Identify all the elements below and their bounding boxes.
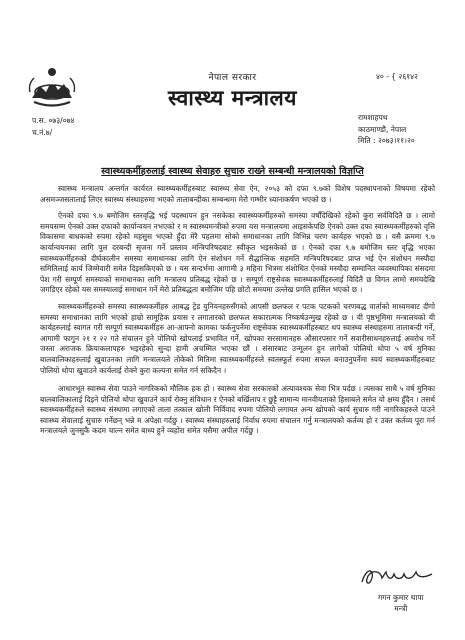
notice-paragraph: स्वास्थ्य मन्त्रालय अन्तर्गत कार्यरत स्वास्थ्यकर्मीहरुबाट स्वास्थ्य सेवा ऐन, २०५३ को दफा ९.७को विशेष पदस्थापनाको विषयमा रहेको असमञ्जसतालाई लिएर स्वास्थ्य संस्थाहरुमा भएको तालाबन्दीका सम्बन्धमा मेरो गम्भीर ध्यानाकर्षण भएको छ ।: [40, 184, 435, 204]
address-line-2: काठमाण्डौ, नेपाल: [358, 124, 407, 134]
notice-paragraph: स्वास्थ्यकर्मीहरुको समस्या स्वास्थ्यकर्मीहरु आबद्ध ट्रेड युनियनहरुसँगको आपसी छलफल र पटक पटकको चरणबद्ध वार्ताको माध्यमबाट दीगो समस्या समाधानका लागि भएको हाम्रो सामूहिक प्रयास र लगातारको छलफल सकारात्मक निष्कर्षउन्मुख रहेको छ । यी पृष्ठभूमिमा मन्त्रालयको यी कार्यहरुलाई स्वागत गरी सम्पूर्ण स्वास्थ्यकर्मीहरु आ-आफ्नो कामका फर्कनुपर्नेमा राष्ट्रसेवक स्वास्थ्यकर्मीहरुबाट थप स्वास्थ्य संस्थाहरुमा तालाबन्दी गर्ने, आगामी फागुन २१ र २२ गते संचालन हुने पोलियो खोपलाई प्रभावित गर्ने, खोपका सरसामानहरु औसारपसार गर्ने सवारीसाधनहरुलाई अवरोध गर्ने जस्ता अराजक क्रियाकलापहरु भइरहेको सुन्दा हामी अचम्मित भएका छौं । संसारबाट उन्मूलन हुन लागेको पोलियो थोपा ५ वर्ष मुनिका बालबालिकाहरुलाई खुवाउनका लागि मन्त्रालयले तोकेको मितिमा स्वास्थ्यकर्मीहरुले स्वतस्फूर्त रुपमा सफल बनाउनुपर्नेमा स्वयं स्वास्थ्यकर्मीहरुबाट पोलियो थोपा खुवाउने कार्यलाई रोक्ने कुरा कल्पना समेत गर्न सकिदैन ।: [40, 301, 435, 375]
signatory-name: गगन कुमार थापा: [378, 593, 424, 602]
notice-title: स्वास्थ्यकर्मीहरुलाई स्वास्थ्य सेवाहरु सुचारु राख्ने सम्बन्धी मन्त्रालयको विज्ञप्ति: [101, 166, 364, 177]
reference-number: ४० - { २६१४२: [376, 72, 418, 81]
signatory-title: मन्त्री: [394, 604, 408, 613]
chalani-number: च.नं.७/: [32, 128, 53, 137]
pa-sa-number: प.स. ०७३/०७४: [32, 116, 75, 125]
letter-date: मिति : २०७३।११।२०: [358, 136, 415, 145]
government-name: नेपाल सरकार: [208, 73, 257, 83]
notice-paragraph: आधारभूत स्वास्थ्य सेवा पाउने नागरिकको मौलिक हक हो । स्वास्थ्य सेवा सरकारको अत्यावश्यक सेवा भित्र पर्दछ । त्यसका साथै ५ वर्ष मुनिका बालबालिकालाई दिइने पोलियो थोपा खुवाउने कार्य रोक्नु संविधान र ऐनको बर्खिलाप र छुट्टै सामान्य मानवीयताको हिसाबले समेत यो क्षम्य हुँदैन । तसर्थ स्वास्थ्यकर्मीहरुले स्वास्थ्य संस्थामा लगाएको ताला तत्काल खोली निर्विवाद रुपमा पोलियो लगायत अन्य खोपको कार्य सुचारु गरी नागरिकहरुले पाउने स्वास्थ्य सेवालाई सुचारु गर्नेछन् भन्ने म अपेक्षा गर्दछु । स्वास्थ्य संस्थाहरुलाई निर्वाध रुपमा संचालन गर्नु मन्त्रालयको कर्तव्य हो र उक्त कर्तव्य पूरा गर्न मन्त्रालयले जुनसुकै कदम चाल्न समेत बाध्य हुने व्यहोरा समेत यसैमा अपील गर्दछु ।: [40, 384, 435, 436]
letter-meta-right: [358, 112, 415, 147]
address-line-1: रामशाहपथ: [358, 113, 388, 122]
ministry-name: स्वास्थ्य मन्त्रालय: [168, 86, 297, 110]
letter-meta-left: [32, 115, 74, 139]
notice-body: [40, 184, 435, 443]
notice-paragraph: ऐनको दफा ९.७ बमोजिम स्तरवृद्धि भई पदस्थापन हुन नसकेका स्वास्थ्यकर्मीहरुको समस्या वर्षौंदेखिको रहेको कुरा सर्वविदितै छ । लामो समयसम्म ऐनको उक्त दफाको कार्यान्वयन नभएको र म स्वास्थ्यमन्त्रीको रुपमा यस मन्त्रालयमा आइसकेपछि ऐनको उक्त दफा स्वास्थ्यकर्मीहरुको वृत्ति विकासमा बाधकको रुपमा रहेको महसुस भएको हुँदा मेरै पहलमा सोको समाधानका लागि विभिन्न चरण कार्यहरु भएको छ । यसै क्रममा ९.७ कार्यान्वयनका लागि पुल दरबन्दी सृजना गर्ने प्रस्ताव मन्त्रिपरिषदबाट स्वीकृत भइसकेको छ । ऐनको दफा ९.७ बमोजिम स्तर वृद्धि भएका स्वास्थ्यकर्मीहरुको दीर्घकालीन समस्या समाधानका लागि ऐन संशोधन गर्ने सैद्धान्तिक सहमति मन्त्रिपरिषदबाट प्राप्त भई ऐन संशोधन मस्यौदा समितिलाई कार्य जिम्मेवारी समेत दिइसकिएको छ । यस सन्दर्भमा आगामी ३ महिना भित्रमा संशोधित ऐनको मस्यौदा सम्मानित व्यवस्थापिका संसदमा पेश गरी सम्पूर्ण समस्याको समाधानका लागि मन्त्रालय प्रतिबद्ध रहेको छ । सम्पूर्ण राष्ट्रसेवक स्वास्थ्यकर्मीहरुलाई विदितै छ विगत लामो समयदेखि जगडिएर रहेको यस समस्यालाई समाधान गर्ने मेरो प्रतिबद्धता बमोजिम पहि छोटो समयमा उल्लेख प्रगति हासिल भएको छ ।: [40, 211, 435, 295]
handwritten-signature: [358, 562, 438, 590]
signatory-block: [378, 592, 424, 614]
